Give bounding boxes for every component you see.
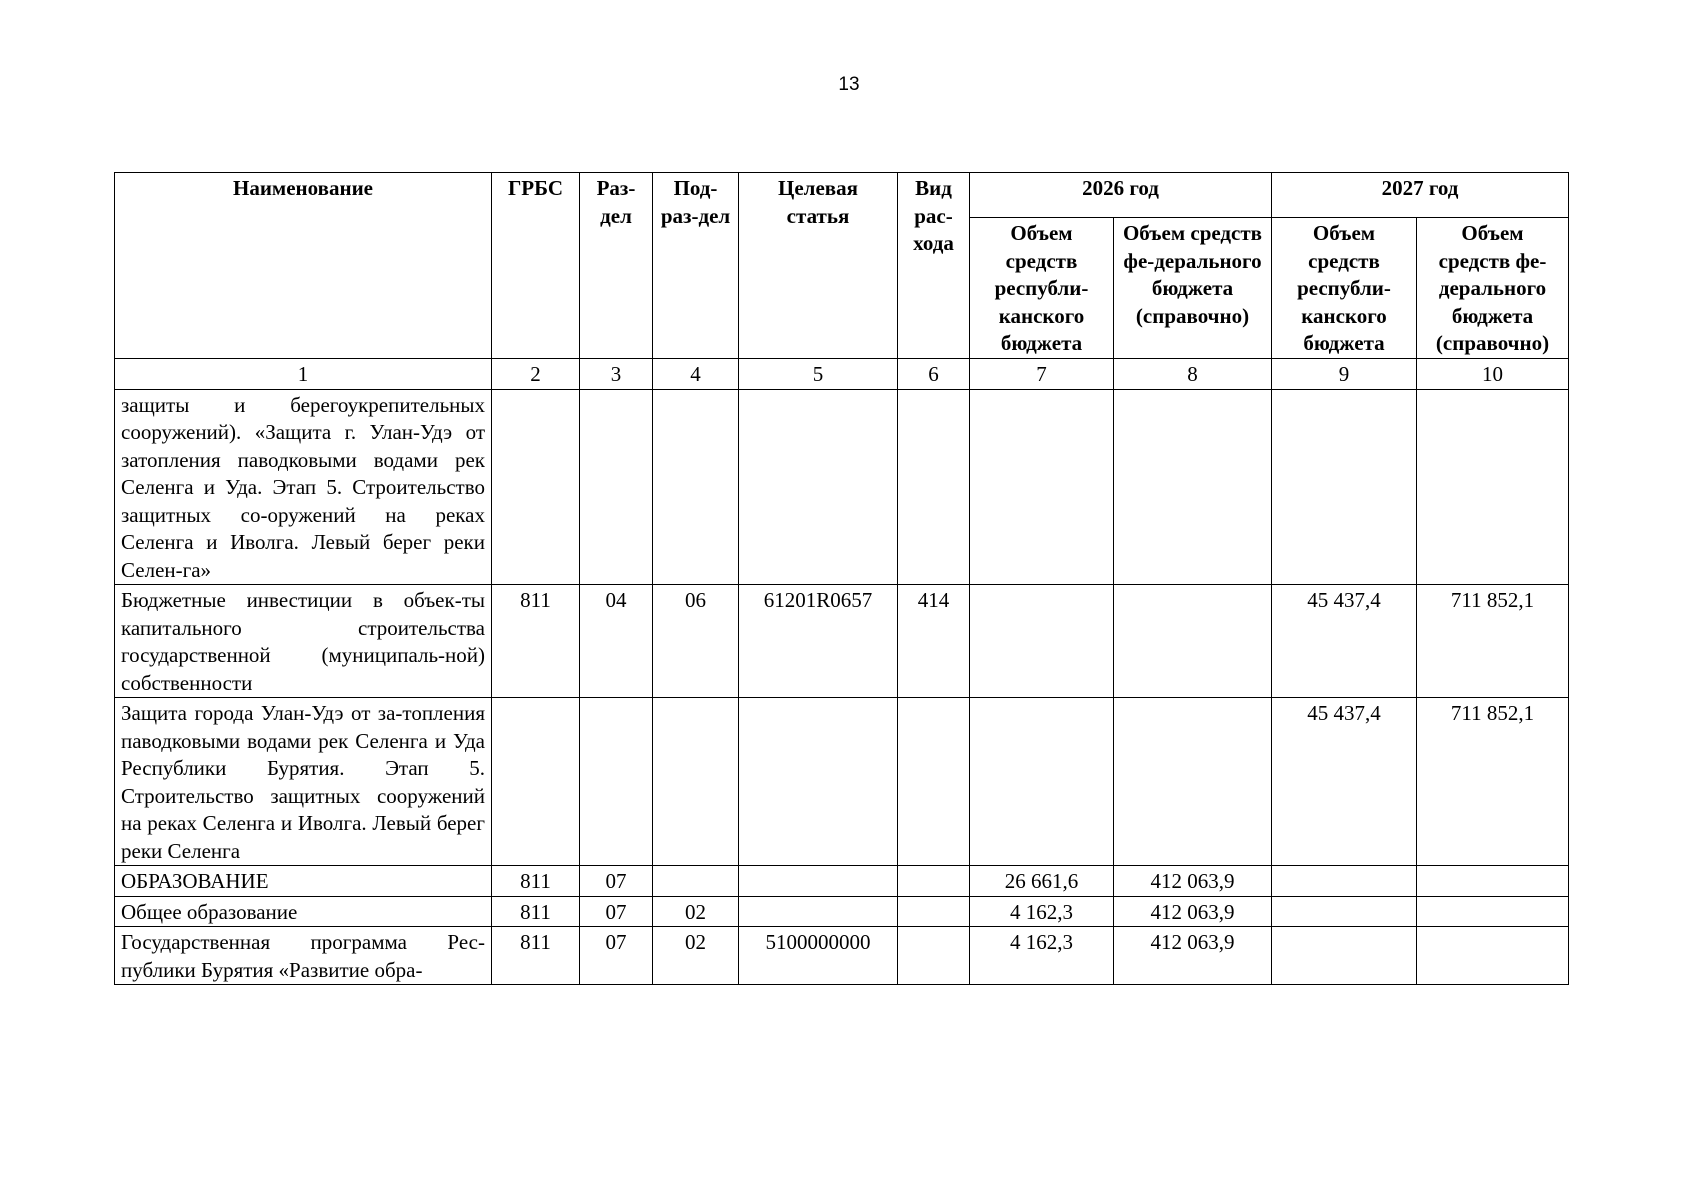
row-rep-2026: [970, 698, 1114, 866]
row-vid: [898, 866, 970, 897]
row-grbs: 811: [492, 585, 580, 698]
row-vid: 414: [898, 585, 970, 698]
row-fed-2026: 412 063,9: [1114, 896, 1272, 927]
row-target: [739, 389, 898, 585]
row-rep-2027: [1272, 896, 1417, 927]
row-razdel: [580, 698, 653, 866]
header-2027-fed: Объем средств фе-дерального бюджета (справочно): [1417, 218, 1569, 359]
row-podrazdel: [653, 866, 739, 897]
row-rep-2026: [970, 389, 1114, 585]
row-fed-2027: [1417, 927, 1569, 985]
row-rep-2027: 45 437,4: [1272, 585, 1417, 698]
row-rep-2027: [1272, 927, 1417, 985]
row-rep-2026: 4 162,3: [970, 896, 1114, 927]
row-razdel: 07: [580, 866, 653, 897]
column-number: 6: [898, 359, 970, 390]
header-podrazdel: Под-раз-дел: [653, 173, 739, 359]
column-number: 4: [653, 359, 739, 390]
row-fed-2027: [1417, 896, 1569, 927]
page-number: 13: [838, 74, 860, 95]
header-razdel: Раз-дел: [580, 173, 653, 359]
row-rep-2026: 26 661,6: [970, 866, 1114, 897]
column-number: 2: [492, 359, 580, 390]
row-rep-2026: 4 162,3: [970, 927, 1114, 985]
row-target: [739, 866, 898, 897]
row-vid: [898, 927, 970, 985]
column-number: 8: [1114, 359, 1272, 390]
table-row: [115, 866, 1569, 897]
row-razdel: 07: [580, 927, 653, 985]
row-fed-2026: 412 063,9: [1114, 866, 1272, 897]
row-rep-2026: [970, 585, 1114, 698]
row-grbs: [492, 389, 580, 585]
row-grbs: [492, 698, 580, 866]
row-name: Защита города Улан-Удэ от за-топления паводковыми водами рек Селенга и Уда Республики Бурятия. Этап 5. Строительство защитных сооружений на реках Селенга и Иволга. Левый берег реки Селенга: [115, 698, 492, 866]
row-podrazdel: [653, 389, 739, 585]
row-razdel: 04: [580, 585, 653, 698]
row-vid: [898, 698, 970, 866]
row-name: ОБРАЗОВАНИЕ: [115, 866, 492, 897]
column-number: 7: [970, 359, 1114, 390]
row-fed-2026: 412 063,9: [1114, 927, 1272, 985]
header-2027-rep: Объем средств республи-канского бюджета: [1272, 218, 1417, 359]
row-target: 61201R0657: [739, 585, 898, 698]
row-podrazdel: 02: [653, 896, 739, 927]
row-target: 5100000000: [739, 927, 898, 985]
row-name: Бюджетные инвестиции в объек-ты капитального строительства государственной (муниципаль-ной) собственности: [115, 585, 492, 698]
row-vid: [898, 389, 970, 585]
row-podrazdel: [653, 698, 739, 866]
table-row: [115, 698, 1569, 866]
row-podrazdel: 02: [653, 927, 739, 985]
row-target: [739, 698, 898, 866]
row-fed-2027: 711 852,1: [1417, 585, 1569, 698]
row-rep-2027: 45 437,4: [1272, 698, 1417, 866]
row-podrazdel: 06: [653, 585, 739, 698]
column-number: 9: [1272, 359, 1417, 390]
row-grbs: 811: [492, 866, 580, 897]
header-year-2026: 2026 год: [970, 173, 1272, 218]
row-rep-2027: [1272, 866, 1417, 897]
row-fed-2026: [1114, 698, 1272, 866]
row-razdel: [580, 389, 653, 585]
column-number: 10: [1417, 359, 1569, 390]
header-name: Наименование: [115, 173, 492, 359]
table-row: [115, 896, 1569, 927]
table-row: [115, 585, 1569, 698]
row-fed-2026: [1114, 389, 1272, 585]
header-vid: Вид рас-хода: [898, 173, 970, 359]
row-fed-2026: [1114, 585, 1272, 698]
row-vid: [898, 896, 970, 927]
row-fed-2027: [1417, 866, 1569, 897]
column-number: 5: [739, 359, 898, 390]
table-row: [115, 927, 1569, 985]
row-fed-2027: [1417, 389, 1569, 585]
column-number-row: [115, 359, 1569, 390]
row-grbs: 811: [492, 927, 580, 985]
row-name: Общее образование: [115, 896, 492, 927]
header-year-2027: 2027 год: [1272, 173, 1569, 218]
header-2026-fed: Объем средств фе-дерального бюджета (справочно): [1114, 218, 1272, 359]
table-row: [115, 389, 1569, 585]
header-2026-rep: Объем средств республи-канского бюджета: [970, 218, 1114, 359]
header-target: Целевая статья: [739, 173, 898, 359]
header-grbs: ГРБС: [492, 173, 580, 359]
row-target: [739, 896, 898, 927]
row-name: Государственная программа Рес-публики Бурятия «Развитие обра-: [115, 927, 492, 985]
row-razdel: 07: [580, 896, 653, 927]
budget-table: [114, 172, 1569, 985]
row-name: защиты и берегоукрепительных сооружений). «Защита г. Улан-Удэ от затопления паводковыми водами рек Селенга и Уда. Этап 5. Строительство защитных со-оружений на реках Селенга и Иволга. Левый берег реки Селен-га»: [115, 389, 492, 585]
row-rep-2027: [1272, 389, 1417, 585]
column-number: 3: [580, 359, 653, 390]
column-number: 1: [115, 359, 492, 390]
row-grbs: 811: [492, 896, 580, 927]
row-fed-2027: 711 852,1: [1417, 698, 1569, 866]
header-row-top: [115, 173, 1569, 218]
